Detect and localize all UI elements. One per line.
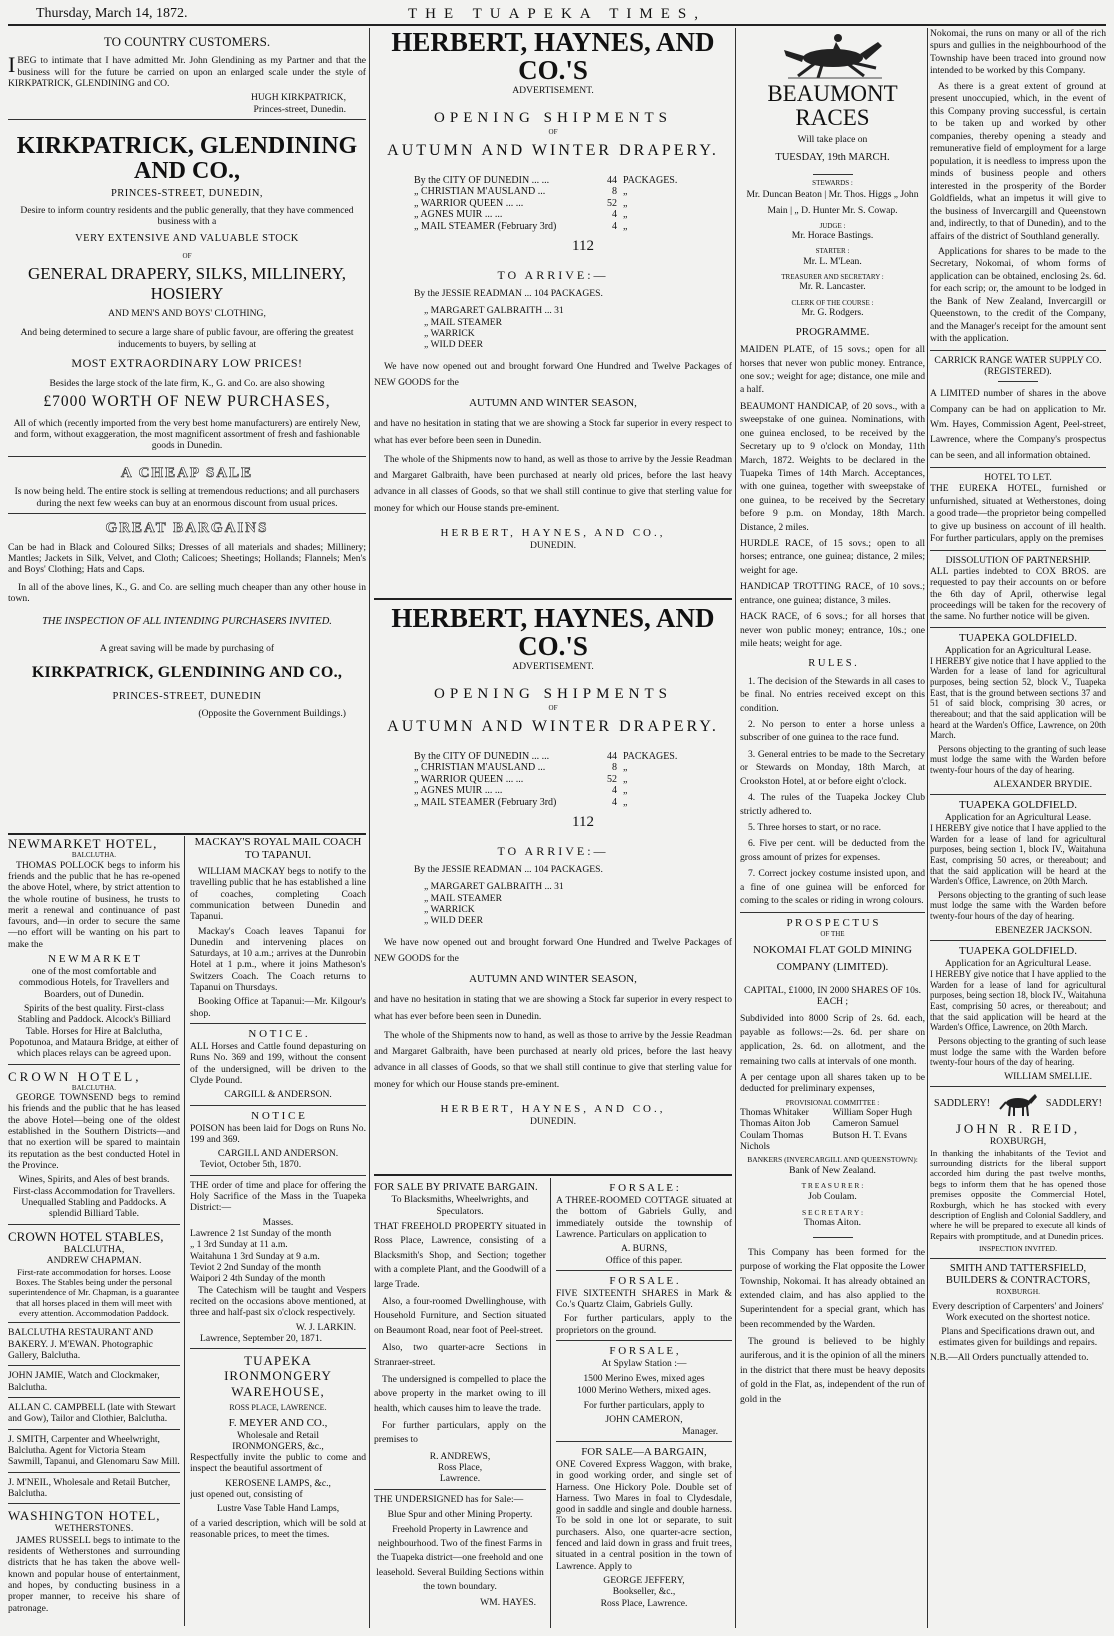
ad-headline: TO ARRIVE:—	[497, 844, 609, 858]
ad-text: IRONMONGERS, &c.,	[232, 1440, 324, 1452]
newspaper-title: THE TUAPEKA TIMES,	[407, 6, 707, 22]
ad-text: of a varied description, which will be sold at reasonable prices, to meet the times.	[190, 1517, 366, 1541]
ad-text: THAT FREEHOLD PROPERTY situated in Ross Place, Lawrence, consisting of a Blacksmith's Shop, and Section; together with a complete Plant, and the Goodwill of a large Trade.	[374, 1221, 546, 1290]
ad-title: F O R S A L E .	[609, 1274, 679, 1287]
ad-text: First-rate accommodation for horses. Loose Boxes. The Stables being under the personal superintendence of Mr. Chapman, is a guarantee that all horses placed in them will meet with every attention. Accommodation Paddock.	[8, 1266, 179, 1319]
shipment-list: By the CITY OF DUNEDIN ... ... 44 PACKAGES. „ CHRISTIAN M'AUSLAND ... 8 „ „ WARRIOR QUEEN ... ... 52 „ „ AGNES MUIR ... ... 4 „ „ MAIL STEAMER (February 3rd) 4 „	[414, 750, 678, 808]
ad-subtitle: ADVERTISEMENT.	[512, 660, 594, 672]
ad-text: BEAUMONT HANDICAP, of 20 sovs., with a sweepstake of one guinea. Nominations, with one guinea enclosed, to be received by the Secretary up to 9 o'clock on Monday, 11th March, 1872. Weights to be declared in the Tuapeka Times of 14th March. Acceptances, with one guinea, together with sweepstake of one guinea, to be received by the Secretary before 9 p.m. on Monday, 18th March. Distance, 2 miles.	[740, 400, 925, 533]
ad-signature: W. J. LARKIN.	[295, 1321, 356, 1333]
ad-text: Also, two quarter-acre Sections in Stranraer-street.	[374, 1342, 546, 1368]
ad-title: WASHINGTON HOTEL,	[8, 1508, 161, 1524]
ad-text: Spirits of the best quality. First-class Stabling and Paddock. Alcock's Billiard Table. Horses for Hire at Balclutha, Popotunoa, and Mataura Bridge, at either of which places relays can be agreed upon.	[9, 1002, 179, 1060]
ad-title: CARRICK RANGE WATER SUPPLY CO. (REGISTERED).	[934, 354, 1102, 378]
column-1	[8, 28, 366, 1628]
ad-text: Persons objecting to the granting of such lease must lodge the same with the Warden before twenty-four hours of the day of hearing.	[930, 743, 1106, 775]
ad-text: Mr. G. Rodgers.	[801, 306, 864, 318]
ad-signature: CARGILL & ANDERSON.	[224, 1089, 332, 1101]
ad-subtitle: Application for an Agricultural Lease.	[944, 811, 1092, 823]
ad-text: Mr. Horace Bastings.	[791, 230, 874, 242]
ad-address: BALCLUTHA,	[63, 1243, 125, 1255]
ad-text: I HEREBY give notice that I have applied to the Warden for a lease of land for agricultural purposes, being section 1, block IV., Waitahuna East, comprising 50 acres, or thereabout; and that the said application will be heard at the Warden's Office, Lawrence, on 20th March.	[930, 823, 1106, 887]
ad-text: And being determined to secure a large share of public favour, are offering the greatest inducements to buyers, by selling at	[20, 327, 354, 350]
ad-text: 4. The rules of the Tuapeka Jockey Club strictly adhered to.	[740, 792, 925, 817]
ad-text: HACK RACE, of 6 sovs.; for all horses that never won public money; entrance, 10s.; one mile heats; weight for age.	[740, 611, 925, 649]
ad-text: KEROSENE LAMPS, &c.,	[225, 1477, 331, 1489]
ad-text: Respectfully invite the public to come and inspect the beautiful assortment of	[190, 1452, 366, 1475]
ad-subtitle: Application for an Agricultural Lease.	[944, 957, 1092, 969]
ad-text: A per centage upon all shares taken up to be deducted for preliminary expenses,	[740, 1072, 925, 1095]
ad-text: Bank of New Zealand.	[789, 1165, 876, 1177]
ad-text: For further particulars, apply to	[583, 1399, 705, 1411]
ad-text: This Company has been formed for the purpose of working the Flat opposite the Lower Township, Nokomai. It has already obtained an extended claim, and has also applied to the Superintendent for a special grant, which has been recommended by the Warden.	[740, 1246, 925, 1330]
saddlery-banner	[934, 1091, 1102, 1117]
ad-text: Persons objecting to the granting of such lease must lodge the same with the Warden before twenty-four hours of the day of hearing.	[930, 1035, 1106, 1068]
ad-text: For further particulars, apply on the premises to	[374, 1420, 546, 1446]
ad-text: Wholesale and Retail	[236, 1429, 320, 1441]
ad-text: The whole of the Shipments now to hand, as well as those to arrive by the Jessie Readman and Margaret Galbraith, have been purchased at nearly old prices, before the last heavy advance in all classes of Goods, so that we shall still continue to give that sterling value for money for which our House stands pre-eminent.	[374, 1029, 732, 1090]
ad-address: Lawrence.	[439, 1473, 481, 1485]
ad-title: TUAPEKA GOLDFIELD.	[959, 798, 1077, 811]
ad-headline: SADDLERY!	[934, 1098, 991, 1110]
ad-address: Manager.	[682, 1425, 718, 1437]
ad-signature: A. BURNS,	[620, 1243, 668, 1255]
schedule-row: Waipori 2 4th Sunday of the month	[190, 1273, 326, 1285]
column-rule	[369, 28, 370, 1628]
ad-text: ALL parties indebted to COX BROS. are requested to pay their accounts on or before the 6th day of April, otherwise legal proceedings will be taken for the recovery of the same. No further notice will be given.	[930, 566, 1106, 623]
ad-text: I HEREBY give notice that I have applied to the Warden for a lease of land for agricultural purposes, being section 18, block IV., Waitahuna East, comprising 50 acres, or thereabout; and that the said application will be heard at the Warden's Office, Lawrence, on 20th March.	[930, 969, 1106, 1033]
ad-signature: WILLIAM SMELLIE.	[1004, 1070, 1092, 1082]
ad-text: In all of the above lines, K., G. and Co. are selling much cheaper than any other house in town.	[8, 581, 366, 604]
ad-signature: ALEXANDER BRYDIE.	[993, 778, 1092, 790]
ad-text: OF	[182, 251, 192, 260]
column-2-left	[374, 1178, 546, 1628]
ad-signature: HERBERT, HAYNES, AND CO.,	[440, 527, 666, 540]
ad-text: Lustre Vase Table Hand Lamps,	[216, 1503, 340, 1515]
ad-title: F O R S A L E ,	[609, 1345, 679, 1358]
ad-text: N.B.—All Orders punctually attended to.	[930, 1351, 1089, 1363]
ad-text: Teviot, October 5th, 1870.	[200, 1159, 302, 1171]
ad-text: Wines, Spirits, and Ales of best brands. First-class Accommodation for Travellers. Unequalled Stabling and Paddocks. A splendid Billiard Table.	[12, 1174, 175, 1220]
ad-text: 1000 Merino Wethers, mixed ages.	[577, 1384, 711, 1396]
ad-headline: A CHEAP SALE	[120, 464, 254, 481]
ad-address: PRINCES-STREET, DUNEDIN	[112, 691, 262, 703]
ad-label: TREASURER AND SECRETARY :	[781, 273, 884, 282]
ad-headline: P R O S P E C T U S	[786, 916, 879, 929]
ad-text: J. SMITH, Carpenter and Wheelwright, Balclutha. Agent for Victoria Steam Sawmill, Tapanui, and Glenomaru Saw Mill.	[8, 1433, 180, 1468]
schedule-row: Waitahuna 1 3rd Sunday at 9 a.m.	[190, 1250, 320, 1262]
ad-address: ROXBURGH.	[996, 1286, 1040, 1296]
ad-text: 2. No person to enter a horse unless a subscriber of one guinea to the race fund.	[740, 719, 925, 744]
ad-text: VERY EXTENSIVE AND VALUABLE STOCK	[75, 233, 299, 245]
ad-text: Will take place on	[797, 134, 868, 146]
ad-text: MAIDEN PLATE, of 15 sovs.; open for all horses that never won public money. Entrance, one sov.; weight for age; distance, one mile and a half.	[740, 344, 925, 396]
ad-text: MOST EXTRAORDINARY LOW PRICES!	[71, 355, 303, 370]
ad-label: PROVISIONAL COMMITTEE :	[785, 1098, 880, 1107]
column-rule	[735, 28, 736, 1628]
column-2	[374, 28, 732, 1628]
ad-address: At Spylaw Station :—	[601, 1358, 687, 1370]
ad-text: The ground is believed to be highly auriferous, and it is the opinion of all the miners in the district that there must be heavy deposits of gold in the Flat, as, independent of the run of gold in the	[740, 1336, 925, 1405]
ad-headline: £7000 WORTH OF NEW PURCHASES,	[43, 393, 331, 411]
ad-headline: OPENING SHIPMENTS	[434, 110, 672, 126]
ad-text: (Opposite the Government Buildings.)	[198, 707, 346, 719]
ad-title: TUAPEKA IRONMONGERY WAREHOUSE,	[224, 1353, 332, 1399]
ad-text: The undersigned is compelled to place the above property in the market owing to ill health, which causes him to leave the trade.	[374, 1373, 546, 1414]
ad-address: BALCLUTHA.	[71, 1083, 117, 1092]
ad-address: BALCLUTHA.	[71, 851, 117, 860]
ad-text: In thanking the inhabitants of the Teviot and surrounding districts for the liberal support accorded him during the past twelve months, begs to inform them that he has opened those premises opposite the Commercial Hotel, Roxburgh, which he has stocked with every description of English and Colonial Saddlery, and where he will be prepared to execute all kinds of Repairs with promptitude, and at Dunedin prices.	[930, 1147, 1106, 1241]
ad-text: Is now being held. The entire stock is selling at tremendous reductions; and all purchasers during the next few weeks can buy at an enormous discount from usual prices.	[14, 486, 360, 509]
ad-address: DUNEDIN.	[529, 540, 577, 552]
ad-signature: R. ANDREWS,	[429, 1450, 491, 1462]
ad-text: THE EUREKA HOTEL, furnished or unfurnished, situated at Wetherstones, doing a good trade—the proprietor being compelled to give up business on account of ill health. For further particulars, apply on the premises	[930, 483, 1106, 545]
ad-signature: HUGH KIRKPATRICK,	[250, 92, 346, 104]
ad-text: A THREE-ROOMED COTTAGE situated at the bottom of Gabriels Gully, and immediately outside the township of Lawrence. Particulars on application to	[556, 1194, 732, 1240]
ad-text: As there is a great extent of ground at present unoccupied, which, in the event of this Company proving successful, is certain to be taken up and worked by other companies, thereby opening a steady and remunerative field of employment for a large population, it is needless to impress upon the minds of business people and others interested in the prosperity of the Border Goldfields, what an impetus it will give to the business of Invercargill and Queenstown and, indirectly, to that of Dunedin), and to the affairs of the district of Southland generally.	[930, 80, 1106, 242]
ad-text: We have now opened out and brought forward One Hundred and Twelve Packages of NEW GOODS for the	[374, 936, 732, 965]
column-3	[740, 28, 925, 1628]
ad-text: Desire to inform country residents and the public generally, that they have commenced business with a	[20, 204, 354, 227]
schedule-row: Teviot 2 2nd Sunday of the month	[190, 1261, 321, 1273]
ad-address: Ross Place,	[437, 1462, 483, 1474]
ad-title: DISSOLUTION OF PARTNERSHIP.	[945, 554, 1091, 566]
ad-text: Blue Spur and other Mining Property. Freehold Property in Lawrence and neighbourhood. Two of the finest Farms in the Tuapeka district—one freehold and one leasehold. Several Building Sections within the town boundary.	[376, 1509, 544, 1593]
ad-body: IBEG to intimate that I have admitted Mr. John Glendining as my Partner and that the business will for the future be carried on upon an enlarged scale under the style of KIRKPATRICK, GLENDINING and CO.	[8, 52, 366, 89]
shipment-row: By the JESSIE READMAN ... 104 PACKAGES.	[414, 288, 603, 300]
ad-text: J. M'NEIL, Wholesale and Retail Butcher, Balclutha.	[8, 1476, 171, 1499]
ad-title: NEWMARKET HOTEL,	[8, 836, 158, 851]
ad-text: 5. Three horses to start, or no race.	[748, 822, 882, 833]
ad-address: PRINCES-STREET, DUNEDIN,	[110, 188, 264, 200]
ad-text: and have no hesitation in stating that we are showing a Stock far superior in every respect to what has ever before been seen in Dunedin.	[374, 418, 732, 446]
ad-text: BALCLUTHA RESTAURANT AND BAKERY. J. M'EWAN. Photographic Gallery, Balclutha.	[8, 1327, 154, 1362]
column-rule	[184, 836, 185, 1626]
ad-title: HOTEL TO LET.	[984, 472, 1052, 484]
ad-text: TUESDAY, 19th MARCH.	[775, 151, 890, 163]
ad-text: The whole of the Shipments now to hand, as well as those to arrive by the Jessie Readman and Margaret Galbraith, have been purchased at nearly old prices, before the last heavy advance in all classes of Goods, so that we shall still continue to give that sterling value for money for which our House stands pre-eminent.	[374, 453, 732, 514]
ad-text: OF THE	[820, 929, 845, 938]
ad-text: Mr. R. Lancaster.	[799, 281, 866, 293]
ad-subtitle: ADVERTISEMENT.	[512, 84, 594, 96]
ad-headline: TO ARRIVE:—	[497, 268, 609, 282]
column-4	[930, 28, 1106, 1628]
ad-text: Applications for shares to be made to the Secretary, Nokomai, of whom forms of application can be obtained, enclosing 2s. 6d. for each scrip; or, the amount to be lodged in the Bank of New Zealand, Invercargill or Queenstown, to the credit of the Company, and the Manager's receipt for the amount sent with the application.	[930, 245, 1106, 345]
ad-label: STARTER :	[815, 247, 850, 256]
ad-text: Masses.	[262, 1216, 294, 1228]
ad-text: 3. General entries to be made to the Secretary or Stewards on Monday, 18th March, at Crookston Hotel, at or before eight o'clock.	[740, 748, 925, 787]
ad-headline: GREAT BARGAINS	[105, 519, 269, 536]
ad-text: JAMES RUSSELL begs to intimate to the residents of Wetherstones and surrounding districts that he has taken the above well-known and popular house of entertainment, and hopes, by conducting business in a proper manner, to receive his share of patronage.	[8, 1534, 180, 1614]
ad-text: Mr. Duncan Beaton | Mr. Thos. Higgs „ John Main | „ D. Hunter Mr. S. Cowap.	[746, 189, 919, 216]
ad-text: A great saving will be made by purchasing of	[99, 642, 275, 654]
ad-headline: AUTUMN AND WINTER DRAPERY.	[387, 717, 719, 735]
ad-signature: JOHN CAMERON,	[605, 1414, 683, 1426]
ad-subtitle: To Blacksmiths, Wheelwrights, and Speculators.	[391, 1194, 529, 1217]
ad-headline: PROGRAMME.	[795, 326, 870, 339]
schedule-row: Lawrence 2 1st Sunday of the month	[190, 1228, 332, 1239]
ad-title: TUAPEKA GOLDFIELD.	[959, 631, 1077, 644]
ad-text: Thomas Aiton.	[803, 1217, 862, 1229]
ad-text: I HEREBY give notice that I have applied to the Warden for a lease of land for agricultural purposes, being section 52, block V., Tuapeka East, that is the ground between sections 37 and 51 of said block, comprising 30 acres, or thereabout; and that the said application will be heard at the Warden's Office, Lawrence, on 20th March.	[930, 655, 1106, 741]
ad-text: 7. Correct jockey costume insisted upon, and a fine of one guinea will be enforced for coming to the scales or riding in wrong colours.	[740, 868, 925, 907]
ad-text: Nokomai, the runs on many or all of the rich spurs and gullies in the neighbourhood of the Township have been traced into ground now intended to be worked by this Company.	[930, 28, 1106, 77]
ad-text: For further particulars, apply to the proprietors on the ground.	[556, 1313, 732, 1336]
ad-title: HERBERT, HAYNES, AND CO.'S	[391, 604, 715, 662]
ad-subtitle: GENERAL DRAPERY, SILKS, MILLINERY, HOSIERY	[28, 263, 346, 303]
ad-title: HERBERT, HAYNES, AND CO.'S	[391, 28, 715, 86]
ad-text: AUTUMN AND WINTER SEASON,	[469, 397, 637, 410]
column-1-left	[8, 836, 180, 1626]
mass-schedule	[190, 1228, 366, 1285]
ad-text: Mr. L. M'Lean.	[803, 255, 862, 267]
ad-text: FIVE SIXTEENTH SHARES in Mark & Co.'s Quartz Claim, Gabriels Gully.	[556, 1287, 732, 1311]
schedule-row: „ 1 3rd Sunday at 11 a.m.	[190, 1239, 288, 1251]
ad-text: 6. Five per cent. will be deducted from the gross amount of prizes for expenses.	[740, 838, 925, 863]
ad-address: Ross Place, Lawrence.	[600, 1597, 688, 1609]
ad-text: just opened out, consisting of	[190, 1489, 303, 1501]
ad-title: CROWN HOTEL,	[8, 1068, 142, 1084]
ad-text: WILLIAM MACKAY begs to notify to the travelling public that he has established a line of coaches, completing Coach communication between Dunedin and Tapanui.	[190, 865, 366, 923]
horse-icon	[998, 1091, 1038, 1117]
ad-text: Subdivided into 8000 Scrip of 2s. 6d. each, payable as follows:—2s. 6d. per share on application, 2s. 6d. on allotment, and the remaining two calls at intervals of one month.	[740, 1012, 925, 1067]
ad-title: FOR SALE BY PRIVATE BARGAIN.	[374, 1182, 538, 1193]
issue-date: Thursday, March 14, 1872.	[36, 6, 188, 21]
ad-heading: TO COUNTRY CUSTOMERS.	[103, 34, 271, 49]
ad-text: N E W M A R K E T	[48, 953, 140, 966]
ad-title: N O T I C E .	[248, 1028, 308, 1040]
ad-title: N O T I C E	[251, 1109, 305, 1122]
ad-text: INSPECTION INVITED.	[979, 1244, 1057, 1254]
ad-text: ONE Covered Express Waggon, with brake, in good working order, and single set of Harness. One Hickory Pole. Double set of Harness. Two Mares in foal to Clydesdale, good in saddle and single and double harness. To be sold in one lot or separate, to suit purchasers. Also, one quarter-acre section, fenced and laid down in grass and fruit trees, situated in a central position in the town of Lawrence. Apply to	[556, 1458, 732, 1572]
ad-text: Plans and Specifications drawn out, and estimates given for buildings and repairs.	[938, 1326, 1098, 1349]
ad-text: Can be had in Black and Coloured Silks; Dresses of all materials and shades; Millinery; Mantles; Jackets in Silk, Velvet, and Cloth; Calicoes; Sheetings; Hollands; Flannels; Men's and Boys' Clothing; Hats and Caps.	[8, 541, 366, 576]
ad-text: Persons objecting to the granting of such lease must lodge the same with the Warden before twenty-four hours of the day of hearing.	[930, 889, 1106, 922]
ad-text: All of which (recently imported from the very best home manufacturers) are entirely New, and form, without exaggeration, the most magnificent assortment of fresh and fashionable goods in Dunedin.	[13, 417, 361, 452]
ad-text: ANDREW CHAPMAN.	[46, 1255, 142, 1267]
herbert-haynes-ad-repeat	[374, 604, 732, 1174]
ad-title: FOR SALE—A BARGAIN,	[581, 1445, 707, 1458]
ad-title: TUAPEKA GOLDFIELD.	[959, 944, 1077, 957]
ad-address: ROXBURGH,	[989, 1136, 1047, 1148]
ad-text: Besides the large stock of the late firm, K., G. and Co. are also showing	[49, 378, 325, 390]
arrival-list: „ MARGARET GALBRAITH ... 31 „ MAIL STEAMER „ WARRICK „ WILD DEER	[424, 305, 564, 351]
ad-text: AUTUMN AND WINTER SEASON,	[469, 973, 637, 986]
ad-text: and have no hesitation in stating that we are showing a Stock far superior in every respect to what has ever before been seen in Dunedin.	[374, 994, 732, 1022]
ad-text: GEORGE TOWNSEND begs to remind his friends and the public that he has leased the above Hotel—being one of the oldest established in the Southern Districts—and that no exertion will be spared to maintain its reputation as the best conducted Hotel in the Province.	[8, 1092, 180, 1171]
column-rule	[550, 1178, 551, 1628]
ad-text: Also, a four-roomed Dwellinghouse, with Household Furniture, and Section situated on Beaumont Road, near foot of Peel-street.	[374, 1295, 546, 1336]
ad-signature: EBENEZER JACKSON.	[994, 924, 1092, 936]
ad-text: CAPITAL, £1000, IN 2000 SHARES OF 10s. EACH ;	[744, 984, 921, 1008]
ad-text: Booking Office at Tapanui:—Mr. Kilgour's shop.	[190, 996, 366, 1019]
ad-label: CLERK OF THE COURSE :	[791, 298, 874, 307]
ad-label: STEWARDS :	[812, 178, 853, 187]
ad-text: Job Coulam.	[808, 1191, 857, 1203]
column-2-right	[556, 1178, 732, 1628]
ad-title: CROWN HOTEL STABLES,	[8, 1228, 164, 1244]
ad-label: T R E A S U R E R :	[801, 1181, 864, 1191]
arrival-list: „ MARGARET GALBRAITH ... 31 „ MAIL STEAMER „ WARRICK „ WILD DEER	[424, 881, 564, 927]
ad-title: MACKAY'S ROYAL MAIL COACH TO TAPANUI.	[194, 836, 362, 861]
shipment-list: By the CITY OF DUNEDIN ... ... 44 PACKAGES. „ CHRISTIAN M'AUSLAND ... 8 „ „ WARRIOR QUEEN ... ... 52 „ „ AGNES MUIR ... ... 4 „ „ MAIL STEAMER (February 3rd) 4 „	[414, 174, 678, 232]
masthead	[8, 4, 1106, 26]
ad-text: THE UNDERSIGNED has for Sale:—	[374, 1493, 524, 1505]
ad-text: THE order of time and place for offering the Holy Sacrifice of the Mass in the Tuapeka District:—	[190, 1179, 366, 1214]
ad-title: KIRKPATRICK, GLENDINING AND CO.,	[16, 132, 358, 185]
ad-title: KIRKPATRICK, GLENDINING AND CO.,	[31, 663, 343, 681]
ad-label: S E C R E T A R Y :	[801, 1207, 864, 1217]
column-1-right	[190, 836, 366, 1626]
shipment-total: 112	[572, 238, 594, 255]
ad-address: ROSS PLACE, LAWRENCE.	[229, 1403, 327, 1413]
ad-text: Every description of Carpenters' and Joiners' Work executed on the shortest notice.	[932, 1300, 1104, 1323]
ad-address: Office of this paper.	[605, 1254, 683, 1266]
ad-text: THE INSPECTION OF ALL INTENDING PURCHASERS INVITED.	[42, 616, 332, 628]
ad-signature: HERBERT, HAYNES, AND CO.,	[440, 1103, 666, 1116]
ad-signature: Princes-street, Dunedin.	[253, 103, 346, 115]
herbert-haynes-ad	[374, 28, 732, 598]
ad-text: F. MEYER AND CO.,	[228, 1416, 328, 1429]
ad-title: SMITH AND TATTERSFIELD, BUILDERS & CONTRACTORS,	[945, 1262, 1091, 1287]
ad-address: Bookseller, &c.,	[612, 1586, 676, 1598]
ad-address: WETHERSTONES.	[54, 1523, 134, 1535]
ad-text: JOHN JAMIE, Watch and Clockmaker, Balclutha.	[8, 1370, 160, 1393]
ad-headline: AUTUMN AND WINTER DRAPERY.	[387, 141, 719, 159]
ad-text: THOMAS POLLOCK begs to inform his friends and the public that he has re-opened the above Hotel, where, by strict attention to the whole routine of business, he trusts to merit a renewal and continuance of past favours, and—in order to secure the same —no effort will be wanting on his part to make the	[8, 859, 180, 950]
ad-subtitle: Application for an Agricultural Lease.	[944, 644, 1092, 656]
ad-title: NOKOMAI FLAT GOLD MINING COMPANY (LIMITED).	[753, 943, 912, 974]
racehorse-illustration	[778, 30, 888, 80]
ad-headline: SADDLERY!	[1045, 1098, 1102, 1110]
ad-text: The Catechism will be taught and Vespers recited on the occasions above mentioned, at three and half-past six o'clock respectively.	[190, 1284, 366, 1319]
ad-headline: OPENING SHIPMENTS	[434, 686, 672, 702]
ad-text: one of the most comfortable and commodious Hotels, for Travellers and Boarders, out of Dunedin.	[18, 966, 170, 1000]
ad-title: F O R S A L E :	[609, 1182, 679, 1194]
shipment-total: 112	[572, 814, 594, 831]
ad-text: HURDLE RACE, of 15 sovs.; open to all horses; entrance, one guinea; distance, 2 miles; weight for age.	[740, 538, 925, 576]
ad-text: 1500 Merino Ewes, mixed ages	[583, 1373, 705, 1385]
ad-text: HANDICAP TROTTING RACE, of 10 sovs.; entrance, one guinea; distance, 3 miles.	[740, 581, 925, 606]
ad-text: Lawrence, September 20, 1871.	[200, 1332, 323, 1344]
ad-label: BANKERS (INVERCARGILL AND QUEENSTOWN):	[747, 1155, 918, 1165]
ad-title: JOHN R. REID,	[955, 1121, 1081, 1137]
ad-address: DUNEDIN.	[529, 1116, 577, 1128]
column-rule	[927, 28, 928, 1628]
ad-text: OF	[548, 127, 558, 136]
ad-label: JUDGE :	[819, 221, 846, 230]
ad-text: We have now opened out and brought forward One Hundred and Twelve Packages of NEW GOODS for the	[374, 360, 732, 389]
ad-text: 1. The decision of the Stewards in all cases to be final. No entries received except on this condition.	[740, 675, 925, 714]
shipment-row: By the JESSIE READMAN ... 104 PACKAGES.	[414, 864, 603, 876]
ad-text: POISON has been laid for Dogs on Runs No. 199 and 369.	[190, 1122, 366, 1145]
ad-signature: GEORGE JEFFERY,	[603, 1575, 685, 1586]
ad-text: ALL Horses and Cattle found depasturing on Runs No. 369 and 199, without the consent of the undersigned, will be driven to the Clyde Pound.	[190, 1040, 366, 1086]
ad-text: AND MEN'S AND BOYS' CLOTHING,	[108, 307, 266, 319]
ad-text: ALLAN C. CAMPBELL (late with Stewart and Gow), Tailor and Clothier, Balclutha.	[8, 1401, 176, 1425]
ad-text: Mackay's Coach leaves Tapanui for Dunedin and intervening places on Saturdays, at 10 a.m.; arrives at the Dunrobin Hotel at 1 p.m., where it joins Matheson's Switzers Coach. The Coach returns to Tapanui on Thursdays.	[190, 925, 366, 994]
ad-signature: WM. HAYES.	[480, 1597, 536, 1609]
ad-headline: R U L E S .	[808, 658, 857, 670]
ad-text: OF	[548, 703, 558, 712]
ad-text: A LIMITED number of shares in the above Company can be had on application to Mr. Wm. Hayes, Commission Agent, Peel-street, Lawrence, where the Company's prospectus can be seen, and all information obtained.	[930, 388, 1106, 461]
ad-signature: CARGILL AND ANDERSON.	[217, 1148, 339, 1160]
ad-title: BEAUMONT RACES	[767, 81, 898, 131]
committee-list: Thomas Whitaker Thomas Aiton Job Coulam Thomas Nichols William Soper Hugh Cameron Samuel Butson H. T. Evans	[740, 1107, 913, 1152]
